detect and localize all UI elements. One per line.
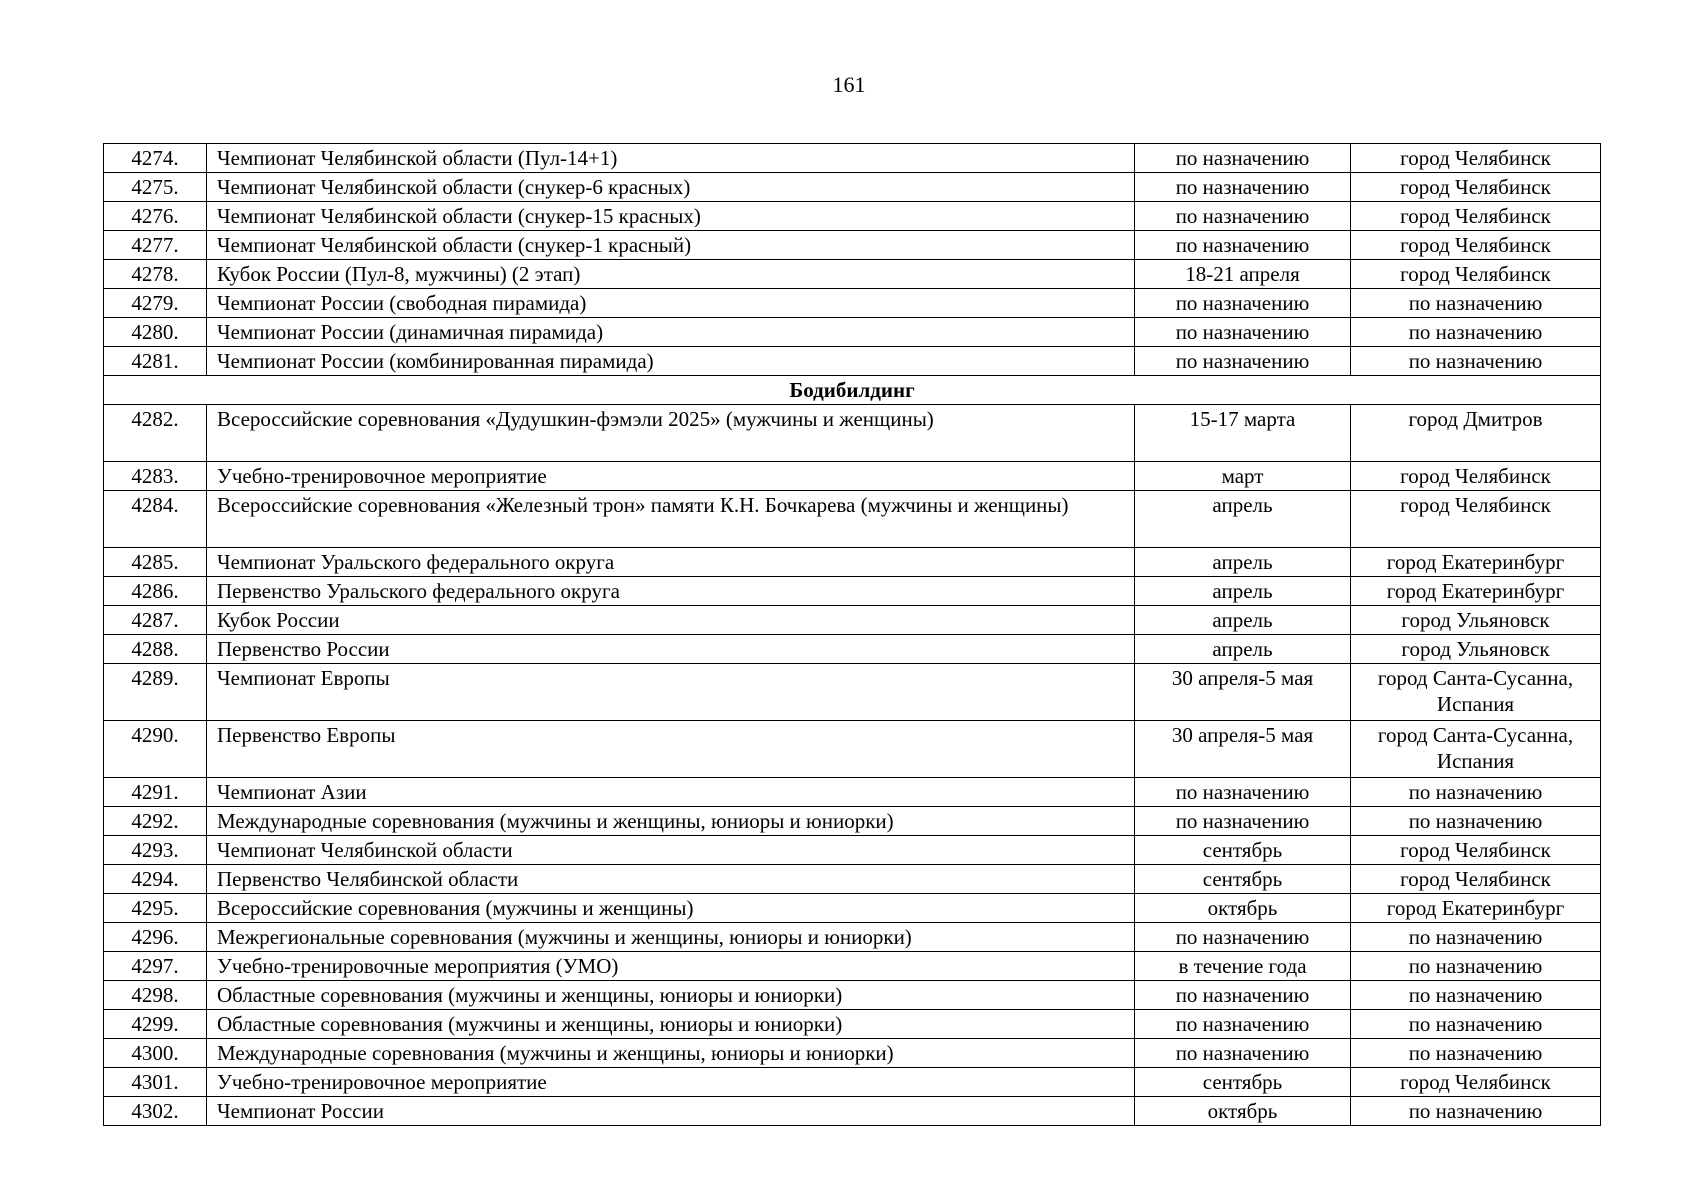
event-date: сентябрь <box>1135 1068 1351 1097</box>
section-header-row <box>104 376 1601 405</box>
row-number: 4279. <box>104 289 207 318</box>
row-number: 4295. <box>104 894 207 923</box>
event-date: апрель <box>1135 491 1351 548</box>
event-name: Чемпионат России <box>207 1097 1135 1126</box>
event-place: город Челябинск <box>1351 144 1601 173</box>
event-date: в течение года <box>1135 952 1351 981</box>
table-row <box>104 231 1601 260</box>
event-name: Учебно-тренировочное мероприятие <box>207 1068 1135 1097</box>
table-row <box>104 664 1601 721</box>
row-number: 4286. <box>104 577 207 606</box>
event-date: по назначению <box>1135 807 1351 836</box>
event-place: город Челябинск <box>1351 173 1601 202</box>
table-row <box>104 635 1601 664</box>
event-date: по назначению <box>1135 289 1351 318</box>
table-row <box>104 1097 1601 1126</box>
event-name: Чемпионат Челябинской области (снукер-15 красных) <box>207 202 1135 231</box>
event-place: город Челябинск <box>1351 865 1601 894</box>
row-number: 4275. <box>104 173 207 202</box>
event-place: город Дмитров <box>1351 405 1601 462</box>
event-date: апрель <box>1135 577 1351 606</box>
event-place: по назначению <box>1351 289 1601 318</box>
event-date: по назначению <box>1135 778 1351 807</box>
table-row <box>104 144 1601 173</box>
table-row <box>104 952 1601 981</box>
event-date: апрель <box>1135 548 1351 577</box>
row-number: 4292. <box>104 807 207 836</box>
row-number: 4296. <box>104 923 207 952</box>
events-table-body <box>104 144 1601 1126</box>
event-name: Всероссийские соревнования «Железный трон» памяти К.Н. Бочкарева (мужчины и женщины) <box>207 491 1135 548</box>
table-row <box>104 923 1601 952</box>
row-number: 4297. <box>104 952 207 981</box>
event-date: 30 апреля-5 мая <box>1135 721 1351 778</box>
event-place: по назначению <box>1351 347 1601 376</box>
table-row <box>104 347 1601 376</box>
event-name: Чемпионат Челябинской области (снукер-1 красный) <box>207 231 1135 260</box>
row-number: 4301. <box>104 1068 207 1097</box>
table-row <box>104 981 1601 1010</box>
row-number: 4287. <box>104 606 207 635</box>
event-place: город Челябинск <box>1351 462 1601 491</box>
event-place: город Санта-Сусанна, Испания <box>1351 721 1601 778</box>
row-number: 4280. <box>104 318 207 347</box>
event-date: апрель <box>1135 635 1351 664</box>
event-place: город Санта-Сусанна, Испания <box>1351 664 1601 721</box>
event-name: Первенство Челябинской области <box>207 865 1135 894</box>
table-row <box>104 318 1601 347</box>
row-number: 4299. <box>104 1010 207 1039</box>
event-name: Областные соревнования (мужчины и женщины, юниоры и юниорки) <box>207 1010 1135 1039</box>
events-table <box>103 143 1601 1126</box>
event-place: город Челябинск <box>1351 1068 1601 1097</box>
event-date: по назначению <box>1135 347 1351 376</box>
table-row <box>104 260 1601 289</box>
page-number: 161 <box>832 72 866 97</box>
row-number: 4284. <box>104 491 207 548</box>
event-place: по назначению <box>1351 923 1601 952</box>
event-date: по назначению <box>1135 923 1351 952</box>
event-name: Чемпионат Уральского федерального округа <box>207 548 1135 577</box>
event-name: Международные соревнования (мужчины и женщины, юниоры и юниорки) <box>207 1039 1135 1068</box>
event-date: по назначению <box>1135 202 1351 231</box>
table-row <box>104 865 1601 894</box>
event-place: по назначению <box>1351 1039 1601 1068</box>
table-row <box>104 606 1601 635</box>
event-place: город Челябинск <box>1351 231 1601 260</box>
event-date: октябрь <box>1135 1097 1351 1126</box>
event-name: Чемпионат России (динамичная пирамида) <box>207 318 1135 347</box>
row-number: 4277. <box>104 231 207 260</box>
event-name: Чемпионат Челябинской области (Пул-14+1) <box>207 144 1135 173</box>
event-date: апрель <box>1135 606 1351 635</box>
table-row <box>104 836 1601 865</box>
event-date: сентябрь <box>1135 836 1351 865</box>
table-row <box>104 202 1601 231</box>
event-name: Чемпионат Челябинской области (снукер-6 красных) <box>207 173 1135 202</box>
table-row <box>104 1068 1601 1097</box>
row-number: 4274. <box>104 144 207 173</box>
event-place: город Екатеринбург <box>1351 894 1601 923</box>
event-place: по назначению <box>1351 318 1601 347</box>
table-row <box>104 173 1601 202</box>
event-place: по назначению <box>1351 807 1601 836</box>
table-row <box>104 548 1601 577</box>
event-place: по назначению <box>1351 778 1601 807</box>
event-name: Чемпионат России (свободная пирамида) <box>207 289 1135 318</box>
row-number: 4293. <box>104 836 207 865</box>
row-number: 4302. <box>104 1097 207 1126</box>
event-name: Чемпионат Азии <box>207 778 1135 807</box>
row-number: 4294. <box>104 865 207 894</box>
event-place: город Челябинск <box>1351 202 1601 231</box>
event-name: Кубок России <box>207 606 1135 635</box>
event-name: Чемпионат Европы <box>207 664 1135 721</box>
event-place: город Челябинск <box>1351 836 1601 865</box>
row-number: 4282. <box>104 405 207 462</box>
event-date: 18-21 апреля <box>1135 260 1351 289</box>
event-date: март <box>1135 462 1351 491</box>
event-date: 15-17 марта <box>1135 405 1351 462</box>
table-row <box>104 405 1601 462</box>
event-place: по назначению <box>1351 952 1601 981</box>
event-name: Межрегиональные соревнования (мужчины и женщины, юниоры и юниорки) <box>207 923 1135 952</box>
event-date: по назначению <box>1135 1039 1351 1068</box>
event-place: город Челябинск <box>1351 491 1601 548</box>
event-place: город Екатеринбург <box>1351 548 1601 577</box>
event-place: город Ульяновск <box>1351 635 1601 664</box>
event-place: город Челябинск <box>1351 260 1601 289</box>
event-place: по назначению <box>1351 1010 1601 1039</box>
event-date: по назначению <box>1135 981 1351 1010</box>
table-row <box>104 289 1601 318</box>
row-number: 4283. <box>104 462 207 491</box>
event-name: Всероссийские соревнования «Дудушкин-фэмэли 2025» (мужчины и женщины) <box>207 405 1135 462</box>
table-row <box>104 462 1601 491</box>
event-date: по назначению <box>1135 144 1351 173</box>
row-number: 4300. <box>104 1039 207 1068</box>
event-name: Всероссийские соревнования (мужчины и женщины) <box>207 894 1135 923</box>
event-place: по назначению <box>1351 1097 1601 1126</box>
row-number: 4285. <box>104 548 207 577</box>
row-number: 4289. <box>104 664 207 721</box>
table-row <box>104 778 1601 807</box>
event-name: Международные соревнования (мужчины и женщины, юниоры и юниорки) <box>207 807 1135 836</box>
event-place: по назначению <box>1351 981 1601 1010</box>
event-date: по назначению <box>1135 1010 1351 1039</box>
event-name: Первенство Европы <box>207 721 1135 778</box>
row-number: 4276. <box>104 202 207 231</box>
event-name: Кубок России (Пул-8, мужчины) (2 этап) <box>207 260 1135 289</box>
event-name: Чемпионат Челябинской области <box>207 836 1135 865</box>
event-date: по назначению <box>1135 173 1351 202</box>
event-name: Первенство Уральского федерального округа <box>207 577 1135 606</box>
table-row <box>104 807 1601 836</box>
event-date: по назначению <box>1135 231 1351 260</box>
row-number: 4288. <box>104 635 207 664</box>
event-date: по назначению <box>1135 318 1351 347</box>
table-row <box>104 491 1601 548</box>
table-row <box>104 1010 1601 1039</box>
event-name: Учебно-тренировочное мероприятие <box>207 462 1135 491</box>
event-name: Первенство России <box>207 635 1135 664</box>
row-number: 4291. <box>104 778 207 807</box>
event-date: 30 апреля-5 мая <box>1135 664 1351 721</box>
event-name: Чемпионат России (комбинированная пирамида) <box>207 347 1135 376</box>
table-row <box>104 894 1601 923</box>
row-number: 4281. <box>104 347 207 376</box>
table-row <box>104 721 1601 778</box>
event-name: Областные соревнования (мужчины и женщины, юниоры и юниорки) <box>207 981 1135 1010</box>
section-title: Бодибилдинг <box>104 376 1601 405</box>
event-date: октябрь <box>1135 894 1351 923</box>
row-number: 4290. <box>104 721 207 778</box>
event-place: город Ульяновск <box>1351 606 1601 635</box>
event-date: сентябрь <box>1135 865 1351 894</box>
table-row <box>104 577 1601 606</box>
table-row <box>104 1039 1601 1068</box>
row-number: 4298. <box>104 981 207 1010</box>
row-number: 4278. <box>104 260 207 289</box>
event-name: Учебно-тренировочные мероприятия (УМО) <box>207 952 1135 981</box>
event-place: город Екатеринбург <box>1351 577 1601 606</box>
